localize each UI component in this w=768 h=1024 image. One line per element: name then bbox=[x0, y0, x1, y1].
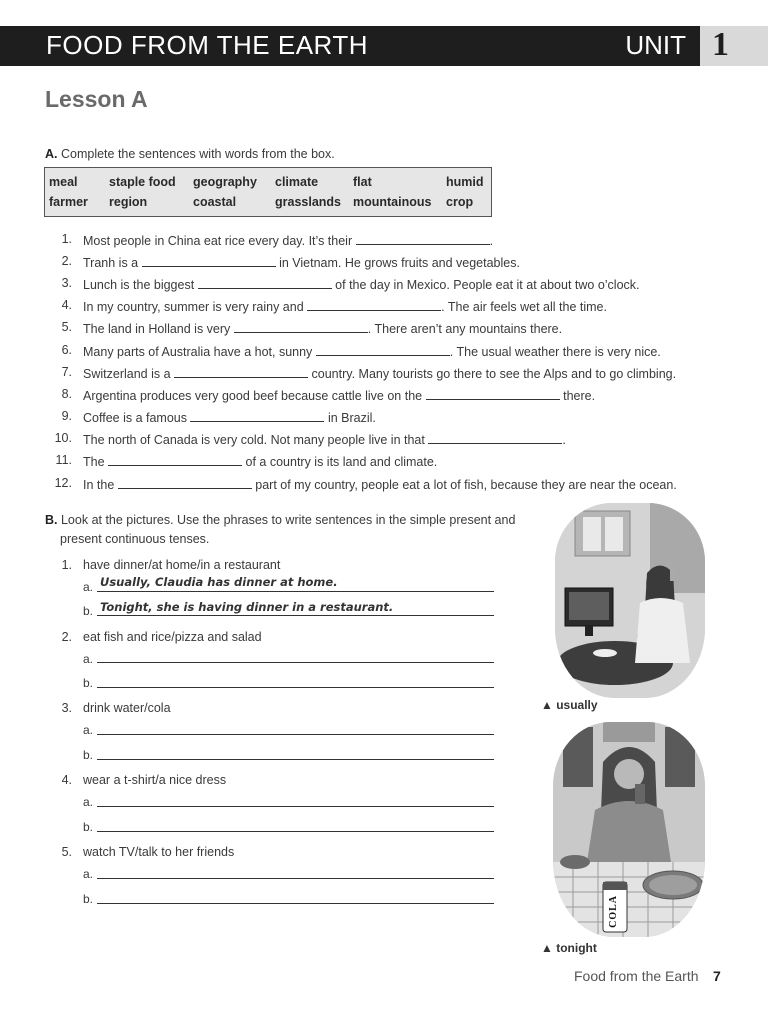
answer-line[interactable] bbox=[97, 687, 494, 688]
answer-blank[interactable] bbox=[316, 343, 450, 356]
item-text-after: part of my country, people eat a lot of fish, because they are near the ocean. bbox=[255, 478, 677, 492]
sub-letter-a: a. bbox=[83, 867, 94, 881]
sub-letter-a: a. bbox=[83, 795, 94, 809]
item-number: 1. bbox=[61, 558, 72, 572]
answer-line[interactable] bbox=[97, 662, 494, 663]
sub-letter-a: a. bbox=[83, 723, 94, 737]
item-text-after: country. Many tourists go there to see the Alps and to go climbing. bbox=[311, 367, 677, 381]
item-prompt: wear a t-shirt/a nice dress bbox=[83, 773, 227, 787]
page-number: 7 bbox=[713, 968, 721, 984]
item-text-before: Tranh is a bbox=[83, 256, 139, 270]
caption-usually: ▲ usually bbox=[541, 698, 598, 712]
section-b-instruction-line2: present continuous tenses. bbox=[60, 532, 210, 546]
answer-line[interactable] bbox=[97, 759, 494, 760]
answer-line[interactable] bbox=[97, 903, 494, 904]
section-a-instruction-text: Complete the sentences with words from the box. bbox=[60, 147, 335, 161]
word-box-word: humid bbox=[446, 175, 484, 189]
item-text-after: of a country is its land and climate. bbox=[245, 455, 438, 469]
item-text-after: of the day in Mexico. People eat it at about two o’clock. bbox=[335, 278, 640, 292]
item-text-before: Most people in China eat rice every day. It’s their bbox=[83, 234, 353, 248]
word-box-word: geography bbox=[193, 175, 257, 189]
answer-blank[interactable] bbox=[142, 254, 276, 267]
item-number: 11. bbox=[55, 453, 72, 467]
answer-line[interactable] bbox=[97, 615, 494, 616]
item-text-after: . bbox=[562, 433, 566, 447]
item-number: 5. bbox=[61, 320, 72, 334]
word-box-word: mountainous bbox=[353, 195, 432, 209]
item-number: 7. bbox=[61, 365, 72, 379]
item-text-after: in Vietnam. He grows fruits and vegetables. bbox=[279, 256, 520, 270]
sample-answer-a: Usually, Claudia has dinner at home. bbox=[100, 575, 338, 589]
item-text-after: there. bbox=[563, 389, 596, 403]
caption-tonight: ▲ tonight bbox=[541, 941, 597, 955]
restaurant-dinner-illustration bbox=[553, 722, 705, 937]
lesson-title: Lesson A bbox=[45, 86, 148, 112]
answer-blank[interactable] bbox=[174, 365, 308, 378]
section-b-instruction-line1: Look at the pictures. Use the phrases to write sentences in the simple present and bbox=[60, 513, 516, 527]
answer-blank[interactable] bbox=[356, 232, 490, 245]
word-box-word: region bbox=[109, 195, 148, 209]
unit-header-bar bbox=[0, 26, 700, 66]
answer-blank[interactable] bbox=[108, 453, 242, 466]
sub-letter-b: b. bbox=[83, 748, 94, 762]
item-number: 10. bbox=[54, 431, 72, 445]
answer-line[interactable] bbox=[97, 591, 494, 592]
sub-letter-a: a. bbox=[83, 580, 94, 594]
sample-answer-b: Tonight, she is having dinner in a restaurant. bbox=[100, 600, 394, 614]
item-text-before: Lunch is the biggest bbox=[83, 278, 195, 292]
item-text-before: In the bbox=[83, 478, 115, 492]
item-text-before: Argentina produces very good beef because cattle live on the bbox=[83, 389, 423, 403]
item-number: 3. bbox=[61, 276, 72, 290]
sub-letter-b: b. bbox=[83, 892, 94, 906]
footer-title: Food from the Earth bbox=[574, 968, 699, 984]
word-box-word: farmer bbox=[49, 195, 88, 209]
word-box-word: grasslands bbox=[275, 195, 342, 209]
word-box-word: crop bbox=[446, 195, 474, 209]
item-number: 4. bbox=[61, 298, 72, 312]
section-a-letter: A. bbox=[45, 147, 58, 161]
word-box-word: climate bbox=[275, 175, 319, 189]
unit-number-box bbox=[700, 26, 768, 66]
sub-letter-b: b. bbox=[83, 820, 94, 834]
cola-can-label: COLA bbox=[608, 895, 619, 928]
answer-blank[interactable] bbox=[198, 276, 332, 289]
unit-label: UNIT bbox=[625, 30, 686, 60]
item-text-before: In my country, summer is very rainy and bbox=[83, 300, 304, 314]
home-dinner-illustration bbox=[555, 503, 705, 698]
word-box-word: flat bbox=[353, 175, 372, 189]
word-box-word: staple food bbox=[109, 175, 176, 189]
sub-letter-a: a. bbox=[83, 652, 94, 666]
section-a-instruction bbox=[45, 147, 335, 161]
item-text-after: . There aren’t any mountains there. bbox=[367, 322, 563, 336]
answer-blank[interactable] bbox=[234, 320, 368, 333]
answer-line[interactable] bbox=[97, 878, 494, 879]
item-text-before: The land in Holland is very bbox=[83, 322, 231, 336]
answer-line[interactable] bbox=[97, 831, 494, 832]
answer-blank[interactable] bbox=[428, 431, 562, 444]
item-text-before: The bbox=[83, 455, 105, 469]
item-number: 1. bbox=[61, 232, 72, 246]
word-box-word: coastal bbox=[193, 195, 237, 209]
item-text-after: . The air feels wet all the time. bbox=[441, 300, 607, 314]
photo-usually bbox=[555, 503, 705, 698]
item-text-before: The north of Canada is very cold. Not many people live in that bbox=[83, 433, 425, 447]
item-text-after: in Brazil. bbox=[327, 411, 376, 425]
item-number: 12. bbox=[54, 476, 72, 490]
sub-letter-b: b. bbox=[83, 604, 94, 618]
item-number: 4. bbox=[61, 773, 72, 787]
item-prompt: eat fish and rice/pizza and salad bbox=[83, 630, 262, 644]
item-prompt: watch TV/talk to her friends bbox=[83, 845, 235, 859]
item-number: 6. bbox=[61, 343, 72, 357]
item-number: 3. bbox=[61, 701, 72, 715]
section-b-instruction bbox=[45, 513, 515, 527]
unit-title: FOOD FROM THE EARTH bbox=[46, 30, 368, 60]
item-number: 8. bbox=[61, 387, 72, 401]
word-box-word: meal bbox=[49, 175, 78, 189]
item-number: 5. bbox=[61, 845, 72, 859]
word-box bbox=[44, 167, 492, 217]
answer-blank[interactable] bbox=[426, 387, 560, 400]
answer-line[interactable] bbox=[97, 806, 494, 807]
item-text-before: Coffee is a famous bbox=[83, 411, 187, 425]
item-text-before: Many parts of Australia have a hot, sunny bbox=[83, 345, 313, 359]
section-b-letter: B. bbox=[45, 513, 58, 527]
item-prompt: drink water/cola bbox=[83, 701, 171, 715]
item-text-after: . bbox=[489, 234, 494, 248]
unit-number: 1 bbox=[712, 26, 729, 63]
answer-blank[interactable] bbox=[190, 409, 324, 422]
item-text-after: . The usual weather there is very nice. bbox=[449, 345, 661, 359]
answer-blank[interactable] bbox=[118, 476, 252, 489]
item-prompt: have dinner/at home/in a restaurant bbox=[83, 558, 281, 572]
sub-letter-b: b. bbox=[83, 676, 94, 690]
photo-tonight bbox=[553, 722, 705, 937]
item-text-before: Switzerland is a bbox=[83, 367, 171, 381]
item-number: 2. bbox=[61, 630, 72, 644]
answer-line[interactable] bbox=[97, 734, 494, 735]
item-number: 2. bbox=[61, 254, 72, 268]
item-number: 9. bbox=[61, 409, 72, 423]
answer-blank[interactable] bbox=[307, 298, 441, 311]
